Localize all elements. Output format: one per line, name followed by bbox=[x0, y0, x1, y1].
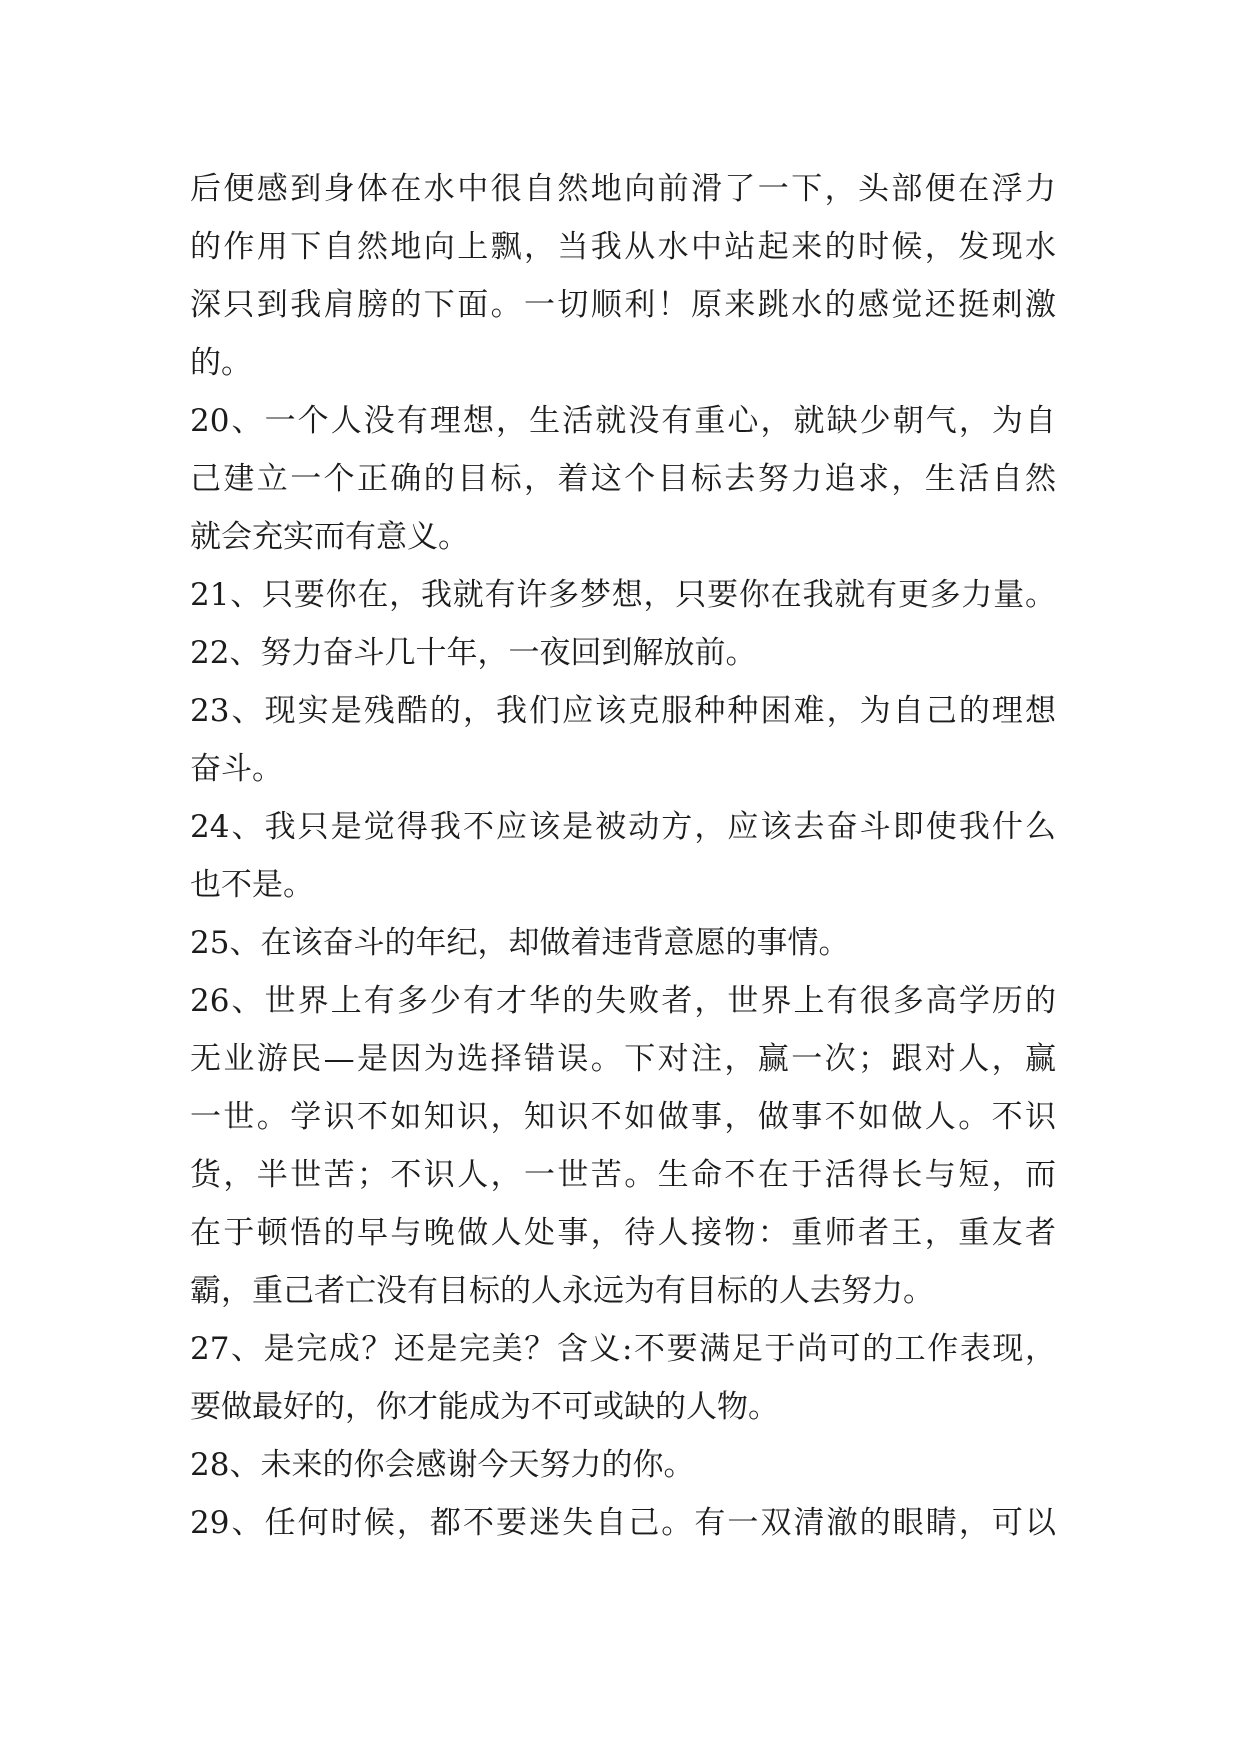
text-line: 一世。学识不如知识，知识不如做事，做事不如做人。不识 bbox=[190, 1099, 1056, 1135]
text-line: 26、世界上有多少有才华的失败者，世界上有很多高学历的 bbox=[190, 983, 1056, 1019]
text-line: 21、只要你在，我就有许多梦想，只要你在我就有更多力量。 bbox=[190, 577, 1056, 613]
text-line: 22、努力奋斗几十年，一夜回到解放前。 bbox=[190, 635, 757, 671]
text-line: 要做最好的，你才能成为不可或缺的人物。 bbox=[190, 1389, 779, 1425]
text-line: 在于顿悟的早与晚做人处事，待人接物：重师者王，重友者 bbox=[190, 1215, 1056, 1251]
text-line: 就会充实而有意义。 bbox=[190, 519, 469, 555]
text-line: 24、我只是觉得我不应该是被动方，应该去奋斗即使我什么 bbox=[190, 809, 1056, 845]
text-line: 20、一个人没有理想，生活就没有重心，就缺少朝气，为自 bbox=[190, 403, 1056, 439]
text-line: 货，半世苦；不识人，一世苦。生命不在于活得长与短，而 bbox=[190, 1157, 1056, 1193]
text-line: 后便感到身体在水中很自然地向前滑了一下，头部便在浮力 bbox=[190, 171, 1056, 207]
text-line: 也不是。 bbox=[190, 867, 314, 903]
text-line: 己建立一个正确的目标，着这个目标去努力追求，生活自然 bbox=[190, 461, 1056, 497]
text-line: 奋斗。 bbox=[190, 751, 283, 787]
text-line: 25、在该奋斗的年纪，却做着违背意愿的事情。 bbox=[190, 925, 850, 961]
text-line: 28、未来的你会感谢今天努力的你。 bbox=[190, 1447, 695, 1483]
document-body bbox=[190, 160, 1056, 1552]
text-line: 无业游民—是因为选择错误。下对注，赢一次；跟对人，赢 bbox=[190, 1041, 1056, 1077]
text-line: 的作用下自然地向上飘，当我从水中站起来的时候，发现水 bbox=[190, 229, 1056, 265]
text-line: 29、任何时候，都不要迷失自己。有一双清澈的眼睛，可以 bbox=[190, 1505, 1056, 1541]
text-line: 霸，重己者亡没有目标的人永远为有目标的人去努力。 bbox=[190, 1273, 934, 1309]
text-line: 深只到我肩膀的下面。一切顺利！原来跳水的感觉还挺刺激 bbox=[190, 287, 1056, 323]
text-line: 23、现实是残酷的，我们应该克服种种困难，为自己的理想 bbox=[190, 693, 1056, 729]
text-line: 的。 bbox=[190, 345, 252, 381]
text-line: 27、是完成？还是完美？含义:不要满足于尚可的工作表现， bbox=[190, 1331, 1056, 1367]
